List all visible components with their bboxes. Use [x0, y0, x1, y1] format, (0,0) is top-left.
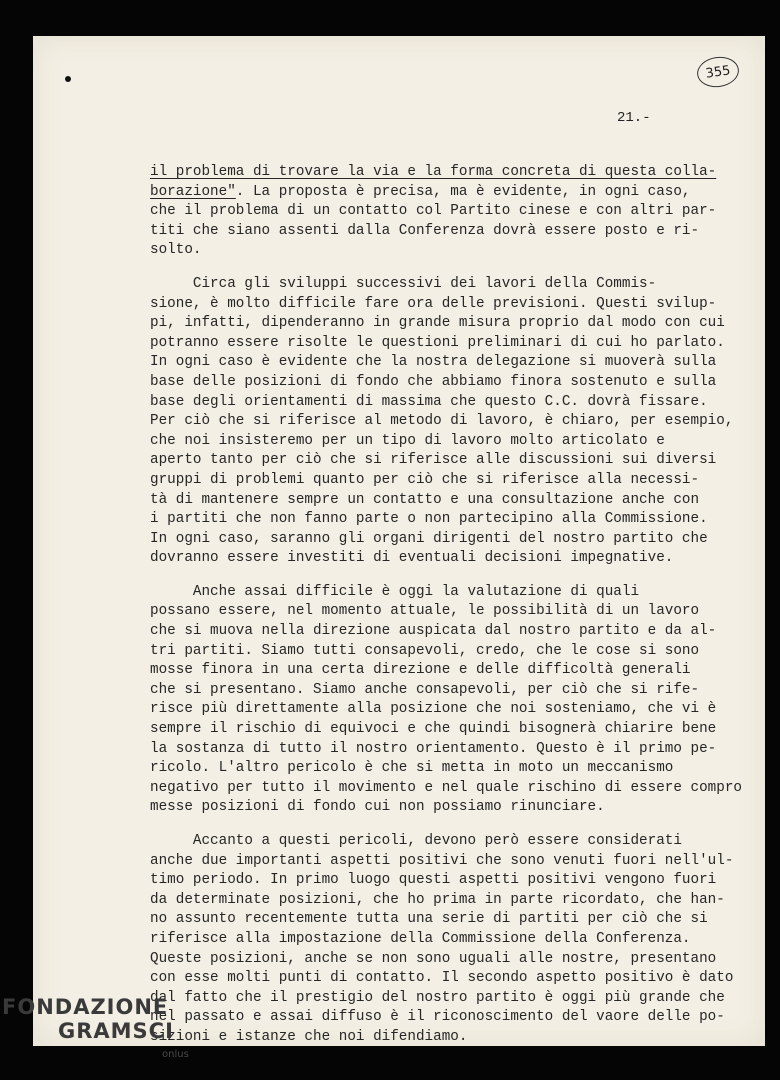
text-line: che si muova nella direzione auspicata dal nostro partito e da al- — [150, 623, 717, 640]
text-line: anche due importanti aspetti positivi che sono venuti fuori nell'ul- — [150, 852, 734, 869]
text-line: negativo per tutto il movimento e nel quale rischino di essere compro — [150, 779, 742, 796]
ink-mark — [65, 76, 71, 82]
paragraph-gap — [150, 818, 730, 832]
text-line: In ogni caso, saranno gli organi dirigenti del nostro partito che — [150, 530, 708, 547]
text-line: tri partiti. Siamo tutti consapevoli, credo, che le cose si sono — [150, 642, 700, 659]
watermark-line-3: onlus — [162, 1049, 189, 1060]
text-line: Per ciò che si riferisce al metodo di lavoro, è chiaro, per esempio, — [150, 413, 734, 430]
text-line: gruppi di problemi quanto per ciò che si riferisce alla necessi- — [150, 471, 700, 488]
text-line: che noi insisteremo per un tipo di lavoro molto articolato e — [150, 432, 665, 449]
text-line: In ogni caso è evidente che la nostra delegazione si muoverà sulla — [150, 354, 717, 371]
document-body — [150, 163, 742, 1048]
text-line: Accanto a questi pericoli, devono però essere considerati — [150, 833, 682, 849]
paragraph-gap — [150, 261, 730, 275]
text-line: tà di mantenere sempre un contatto e una consultazione anche con — [150, 491, 700, 508]
text-line: pi, infatti, dipenderanno in grande misura proprio dal modo con cui — [150, 315, 725, 332]
text-line: dovranno essere investiti di eventuali decisioni impegnative. — [150, 550, 674, 567]
text-line: Circa gli sviluppi successivi dei lavori della Commis- — [150, 275, 657, 292]
text-line: timo periodo. In primo luogo questi aspetti positivi vengono fuori — [150, 872, 717, 889]
page-number: 21.- — [617, 110, 651, 126]
text-line: potranno essere risolte le questioni preliminari di cui ho parlato. — [150, 334, 725, 351]
text-line: la sostanza di tutto il nostro orientamento. Questo è il primo pe- — [150, 740, 717, 757]
watermark-line-1: FONDAZIONE — [2, 995, 169, 1019]
text-line: mosse finora in una certa direzione e delle difficoltà generali — [150, 662, 691, 679]
text-line: Queste posizioni, anche se non sono uguali alle nostre, presentano — [150, 950, 717, 967]
text-line: con esse molti punti di contatto. Il secondo aspetto positivo è dato — [150, 970, 734, 987]
text-line: sempre il rischio di equivoci e che quindi bisognerà chiarire bene — [150, 721, 717, 738]
text-line: da determinate posizioni, che ho prima in parte ricordato, che han- — [150, 891, 725, 908]
text-line: Anche assai difficile è oggi la valutazione di quali — [150, 583, 640, 600]
text-line: messe posizioni di fondo cui non possiamo rinunciare. — [150, 799, 605, 816]
text-line: che il problema di un contatto col Partito cinese e con altri par- — [150, 203, 717, 220]
text-line: sione, è molto difficile fare ora delle previsioni. Questi svilup- — [150, 295, 717, 312]
text-line: sizioni e istanze che noi difendiamo. — [150, 1028, 468, 1045]
text-line: base delle posizioni di fondo che abbiamo finora sostenuto e sulla — [150, 373, 717, 390]
paragraph-gap — [150, 569, 730, 583]
archive-stamp: 355 — [695, 54, 741, 90]
text-line: possano essere, nel momento attuale, le possibilità di un lavoro — [150, 603, 700, 620]
text-line: dal fatto che il prestigio del nostro partito è oggi più grande che — [150, 989, 725, 1006]
text-line: borazione". La proposta è precisa, ma è evidente, in ogni caso, — [150, 183, 691, 200]
watermark-line-2: GRAMSCI — [58, 1019, 174, 1043]
underlined-fragment: borazione" — [150, 183, 236, 200]
text-line: no assunto recentemente tutta una serie di partiti per ciò che si — [150, 911, 708, 928]
text-line: che si presentano. Siamo anche consapevoli, per ciò che si rife- — [150, 681, 700, 698]
text-line: aperto tanto per ciò che si riferisce alle discussioni sui diversi — [150, 452, 717, 469]
text-line: ricolo. L'altro pericolo è che si metta in moto un meccanismo — [150, 760, 674, 777]
text-line: solto. — [150, 242, 202, 259]
text-line: nel passato e assai diffuso è il riconoscimento del vaore delle po- — [150, 1009, 725, 1026]
text-line: il problema di trovare la via e la forma concreta di questa colla- — [150, 164, 717, 180]
watermark-logo — [2, 995, 189, 1060]
text-line: riferisce alla impostazione della Commissione della Conferenza. — [150, 930, 691, 947]
text-line: i partiti che non fanno parte o non partecipino alla Commissione. — [150, 511, 708, 528]
text-line: titi che siano assenti dalla Conferenza dovrà essere posto e ri- — [150, 222, 700, 239]
text-line: base degli orientamenti di massima che questo C.C. dovrà fissare. — [150, 393, 708, 410]
text-line: risce più direttamente alla posizione che noi sosteniamo, che vi è — [150, 701, 717, 718]
